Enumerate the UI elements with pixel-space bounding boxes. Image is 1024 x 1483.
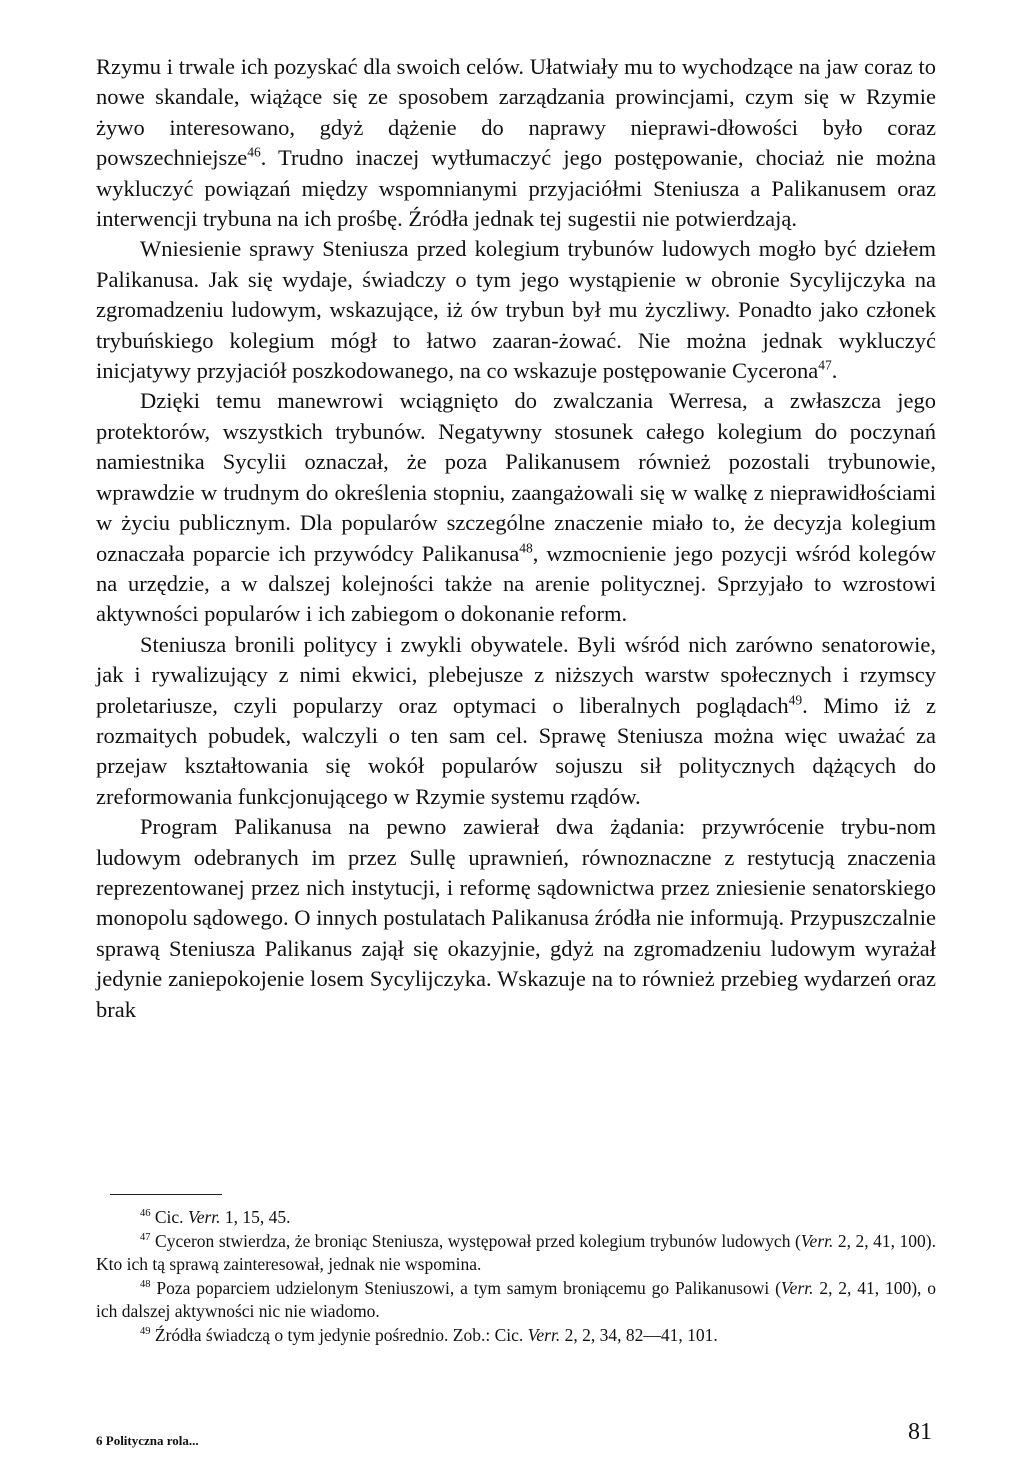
footnote-citation: Verr. — [800, 1230, 834, 1251]
main-text — [96, 52, 936, 1025]
footnote-text: Cic. — [154, 1207, 188, 1227]
page-number: 81 — [908, 1419, 932, 1445]
footnote-ref-48: 48 — [519, 540, 533, 555]
footnote-text: 2, 2, 41, 100), o ich dalszej aktywności nic nie wiadomo. — [96, 1277, 937, 1321]
paragraph-3-text-b: , wzmocnienie jego pozycji wśród kolegów na urzędzie, a w dalszej kolejności także na arenie politycznej. Sprzyjało to wzrostowi aktywności popularów i ich zabiegom o dokonanie reform. — [96, 540, 936, 627]
footnote-text: Poza poparciem udzielonym Steniuszowi, a tym samym broniącemu go Palikanusowi ( — [156, 1277, 781, 1298]
paragraph-3 — [96, 386, 936, 629]
footnote-text: 2, 2, 41, 100). Kto ich tą sprawą zainteresował, jednak nie wspomina. — [96, 1230, 937, 1274]
paragraph-5: Program Palikanusa na pewno zawierał dwa żądania: przywrócenie trybu-nom ludowym odebranych im przez Sullę uprawnień, równoznaczne z restytucją znaczenia reprezentowanej przez nich instytucji, i reformę sądownictwa przez zniesienie senatorskiego monopolu sądowego. O innych postulatach Palikanusa źródła nie informują. Przypuszczalnie sprawą Steniusza Palikanus zajął się okazyjnie, gdyż na zgromadzeniu ludowym wyrażał jedynie zaniepokojenie losem Sycylijczyka. Wskazuje na to również przebieg wydarzeń oraz brak — [96, 814, 936, 1022]
printer-signature: 6 Polityczna rola... — [96, 1433, 199, 1448]
footnote-number: 47 — [140, 1231, 151, 1243]
footnote-citation: Verr. — [780, 1277, 814, 1298]
paragraph-2 — [96, 234, 936, 386]
paragraph-3-text-a: Dzięki temu manewrowi wciągnięto do zwalczania Werresa, a zwłaszcza jego protektorów, wszystkich trybunów. Negatywny stosunek całego kolegium do poczynań namiestnika Sycylii oznaczał, że poza Palikanusem również pozostali trybunowie, wprawdzie w trudnym do określenia stopniu, zaangażowali się w walkę z nieprawidłościami w życiu publicznym. Dla popularów szczególne znaczenie miało to, że decyzja kolegium oznaczała poparcie ich przywódcy Palikanusa — [96, 388, 936, 566]
footnote-48 — [96, 1277, 936, 1324]
footnote-49 — [96, 1324, 936, 1348]
paragraph-1-text-b: . Trudno inaczej wytłumaczyć jego postępowanie, chociaż nie można wykluczyć powiązań między wspomnianymi przyjaciółmi Steniusza a Palikanusem oraz interwencji trybuna na ich prośbę. Źródła jednak tej sugestii nie potwierdzają. — [96, 145, 936, 232]
footnote-ref-49: 49 — [788, 692, 803, 708]
footnote-46 — [96, 1206, 936, 1230]
footnote-separator — [110, 1194, 222, 1195]
footnote-47 — [96, 1230, 936, 1277]
paragraph-1-text-a: Rzymu i trwale ich pozyskać dla swoich celów. Ułatwiały mu to wychodzące na jaw coraz to nowe skandale, wiążące się ze sposobem zarządzania prowincjami, czym się w Rzymie żywo interesowano, gdyż dążenie do naprawy nieprawi-dłowości było coraz powszechniejsze — [96, 54, 936, 171]
footnote-number: 46 — [140, 1208, 151, 1220]
footnote-text: 1, 15, 45. — [220, 1207, 291, 1227]
paragraph-2-text-b: . — [831, 358, 838, 384]
paragraph-4-text-a: Steniusza bronili politycy i zwykli obywatele. Byli wśród nich zarówno senatorowie, jak i rywalizujący z nimi ekwici, plebejusze z niższych warstw społecznych i rzymscy proletariusze, czyli popularzy oraz optymaci o liberalnych poglądach — [96, 631, 936, 718]
paragraph-1 — [96, 52, 936, 234]
paragraph-2-text-a: Wniesienie sprawy Steniusza przed kolegium trybunów ludowych mogło być dziełem Palikanusa. Jak się wydaje, świadczy o tym jego wystąpienie w obronie Sycylijczyka na zgromadzeniu ludowym, wskazujące, iż ów trybun był mu życzliwy. Ponadto jako członek trybuńskiego kolegium mógł to łatwo zaaran-żować. Nie można jednak wykluczyć inicjatywy przyjaciół poszkodowanego, na co wskazuje postępowanie Cycerona — [96, 236, 936, 384]
footnote-number: 48 — [140, 1278, 151, 1290]
paragraph-4 — [96, 630, 936, 812]
footnote-citation: Verr. — [187, 1207, 221, 1227]
footnote-ref-46: 46 — [247, 144, 261, 160]
paragraph-4-text-b: . Mimo iż z rozmaitych pobudek, walczyli o ten sam cel. Sprawę Steniusza można więc uważać za przejaw kształtowania się wokół popularów sojuszu sił politycznych dążących do zreformowania funkcjonującego w Rzymie systemu rządów. — [96, 692, 936, 809]
footnote-text: Źródła świadczą o tym jedynie pośrednio. Zob.: Cic. — [154, 1324, 528, 1345]
footnote-text: 2, 2, 34, 82—41, 101. — [560, 1324, 718, 1345]
footnotes — [96, 1206, 936, 1347]
footnote-citation: Verr. — [527, 1324, 561, 1345]
footnote-ref-47: 47 — [818, 357, 832, 373]
footnote-text: Cyceron stwierdza, że broniąc Steniusza, występował przed kolegium trybunów ludowych ( — [155, 1230, 801, 1251]
footnote-number: 49 — [140, 1325, 151, 1337]
